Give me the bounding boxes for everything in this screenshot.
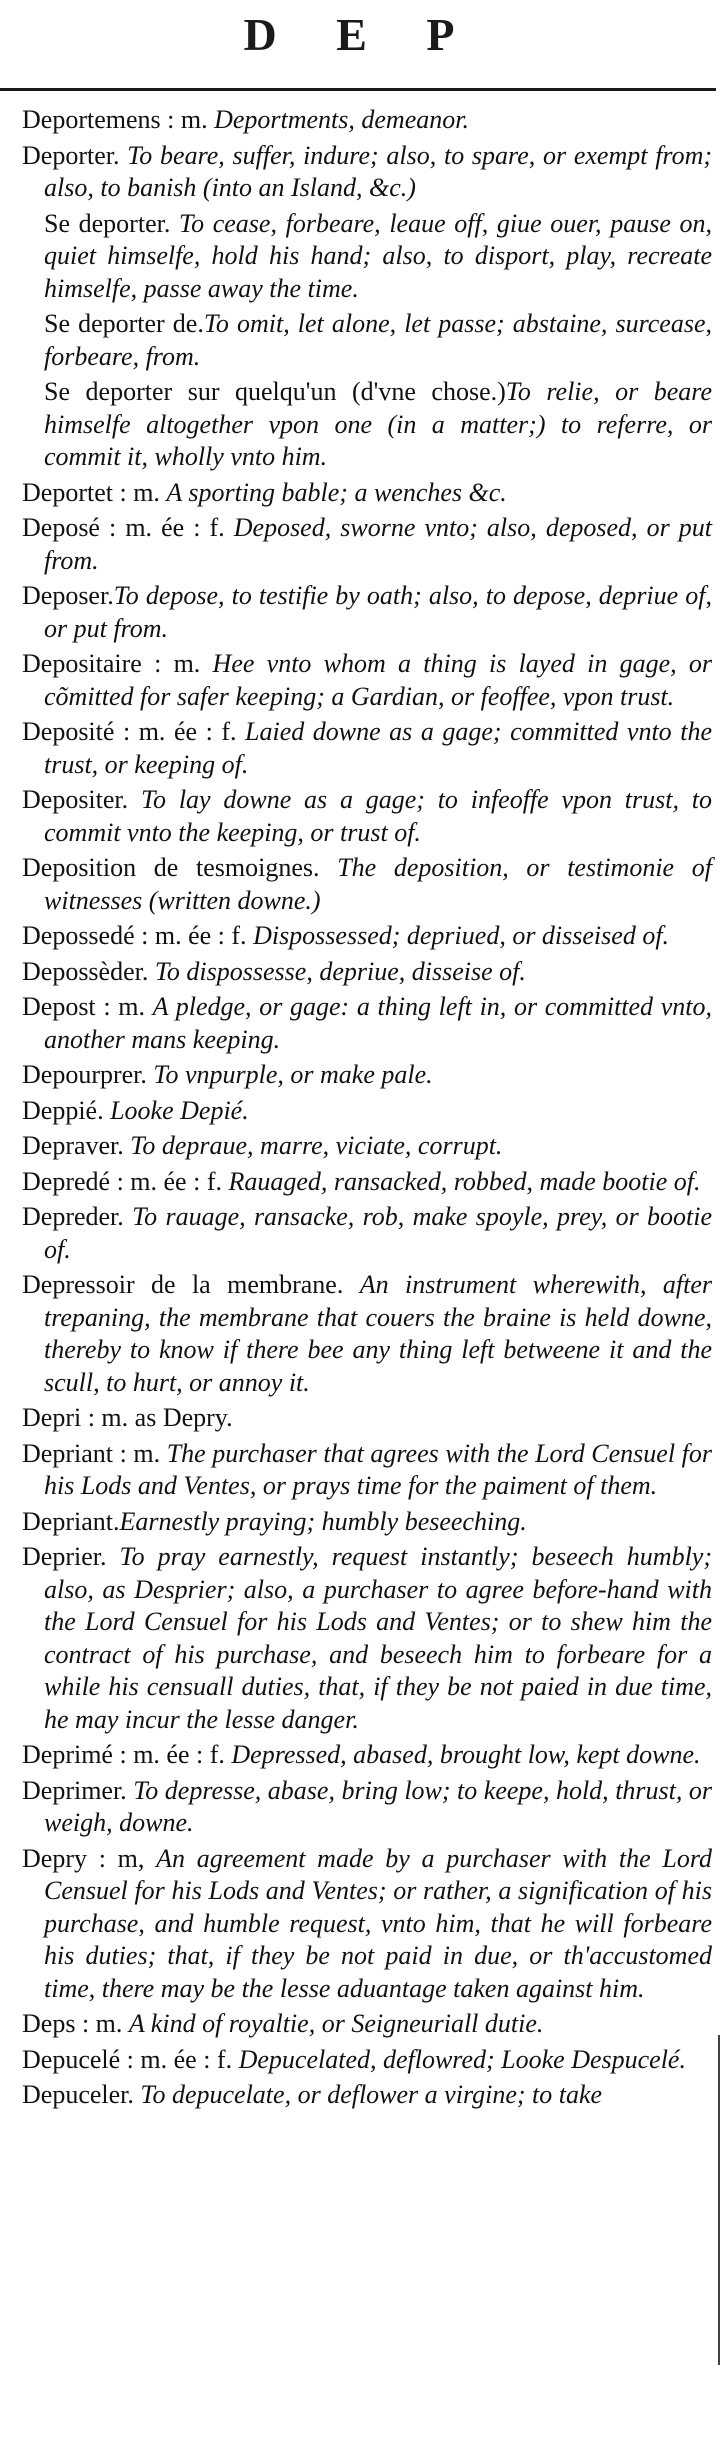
- entry-headword: Depry: [22, 1843, 87, 1873]
- entry-definition: A kind of royaltie, or Seigneuriall dutie.: [128, 2009, 544, 2038]
- entry-grammar: [343, 1270, 359, 1299]
- entry-headword: Deportemens: [22, 105, 161, 134]
- entry-definition: A pledge, or gage: a thing left in, or committed vnto, another mans keeping.: [44, 992, 712, 1054]
- dictionary-entry: [22, 1739, 712, 1772]
- entry-definition: Rauaged, ransacked, robbed, made bootie of.: [228, 1166, 701, 1196]
- entry-definition: Dispossessed; depriued, or disseised of.: [253, 921, 670, 950]
- entry-headword: Depuceler.: [22, 2080, 134, 2109]
- entry-headword: Deps: [22, 2009, 76, 2038]
- dictionary-entry: [22, 648, 712, 713]
- dictionary-entry: [22, 1095, 712, 1128]
- entry-definition: To pray earnestly, request instantly; beseech humbly; also, as Desprier; also, a purchaser to agree before-hand with the Lord Censuel for his Lods and Ventes; or to shew him the contract of his purchase, and beseech him to forbeare for a while his censuall duties, that, if they be not paied in due time, he may incur the lesse danger.: [44, 1542, 712, 1734]
- entry-definition: To lay downe as a gage; to infeoffe vpon trust, to commit vnto the keeping, or trust of.: [44, 785, 713, 847]
- dictionary-entry: [22, 852, 712, 917]
- entry-headword: Deportet: [22, 477, 113, 507]
- entry-grammar: : m. ée : f.: [120, 2044, 239, 2074]
- entry-definition: Depucelated, deflowred; Looke Despucelé.: [238, 2044, 686, 2074]
- dictionary-entry: [22, 1506, 712, 1539]
- entry-headword: Depriant.: [22, 1506, 120, 1536]
- entry-definition: To cease, forbeare, leaue off, giue ouer, pause on, quiet himselfe, hold his hand; also, to disport, play, recreate himselfe, passe away the time.: [44, 208, 713, 303]
- entry-grammar: : m.: [141, 649, 213, 678]
- entry-headword: Depreder.: [22, 1202, 124, 1231]
- entry-headword: Depucelé: [22, 2044, 121, 2074]
- entry-definition: To beare, suffer, indure; also, to spare, or exempt from; also, to banish (into an Island, &c.): [44, 140, 713, 202]
- dictionary-subentry: [22, 208, 712, 306]
- dictionary-entry: [22, 1402, 712, 1435]
- dictionary-entry: [22, 784, 712, 849]
- dictionary-entry: [22, 1775, 712, 1840]
- dictionary-entry: [22, 2044, 712, 2077]
- entry-definition: Deportments, demeanor.: [214, 105, 469, 134]
- entry-headword: Depositer.: [22, 785, 129, 814]
- dictionary-entry: [22, 1269, 712, 1399]
- entry-headword: Depri: [22, 1403, 82, 1432]
- entry-definition: Laied downe as a gage; committed vnto the trust, or keeping of.: [44, 717, 712, 779]
- header-rule: [0, 88, 716, 91]
- dictionary-entry: [22, 1541, 712, 1736]
- entry-grammar: : m.: [112, 477, 167, 507]
- entry-headword: Depositaire: [22, 649, 142, 678]
- dictionary-subentry: [22, 376, 712, 474]
- entry-definition: To dispossesse, depriue, disseise of.: [154, 956, 526, 986]
- entry-definition: The deposition, or testimonie of witnesses (written downe.): [44, 853, 712, 915]
- entry-headword: Se deporter de.: [44, 309, 204, 338]
- entry-definition: Deposed, sworne vnto; also, deposed, or put from.: [44, 513, 712, 575]
- entry-definition: To depraue, marre, viciate, corrupt.: [130, 1131, 503, 1160]
- dictionary-entry: [22, 104, 712, 137]
- entry-definition: To relie, or beare himselfe altogether vpon one (in a matter;) to referre, or commit it, wholly vnto him.: [44, 377, 712, 471]
- entry-definition: Earnestly praying; humbly beseeching.: [119, 1506, 527, 1536]
- entry-grammar: : m. ée : f.: [99, 513, 234, 542]
- entry-headword: Deporter.: [22, 140, 120, 170]
- entry-grammar: : m.: [75, 2009, 129, 2038]
- entry-grammar: : m,: [86, 1843, 157, 1873]
- entry-grammar: [170, 209, 179, 238]
- entry-definition: To omit, let alone, let passe; abstaine, surcease, forbeare, from.: [44, 309, 712, 371]
- entry-grammar: : m. ée : f.: [112, 1740, 232, 1769]
- entry-headword: Se deporter.: [44, 208, 171, 238]
- entry-headword: Depourprer.: [22, 1060, 147, 1089]
- entry-crossref: Depry.: [162, 1403, 233, 1432]
- entry-headword: Deprimé: [22, 1740, 113, 1769]
- entry-list: [22, 104, 712, 2115]
- dictionary-entry: [22, 991, 712, 1056]
- entry-headword: Deprimer.: [22, 1775, 127, 1805]
- entry-definition: The purchaser that agrees with the Lord Censuel for his Lods and Ventes, or prays time for the paiment of them.: [44, 1438, 712, 1500]
- dictionary-entry: [22, 1166, 712, 1199]
- dictionary-entry: [22, 2008, 712, 2041]
- entry-headword: Deposer.: [22, 581, 114, 610]
- dictionary-entry: [22, 1059, 712, 1092]
- entry-definition: To depose, to testifie by oath; also, to depose, depriue of, or put from.: [44, 581, 712, 643]
- entry-grammar: [106, 1542, 119, 1571]
- dictionary-entry: [22, 477, 712, 510]
- dictionary-entry: [22, 512, 712, 577]
- entry-headword: Depossèder.: [22, 956, 149, 986]
- page-edge-line: [718, 2035, 720, 2365]
- entry-definition: An agreement made by a purchaser with the Lord Censuel for his Lods and Ventes; or rather, a signification of his purchase, and humble request, vnto him, that he will forbeare his duties; that, if they be not paid in due, or th'accustomed time, there may be the lesse aduantage taken against him.: [44, 1843, 712, 2003]
- entry-headword: Depriant: [22, 1438, 113, 1468]
- dictionary-entry: [22, 1843, 712, 2006]
- dictionary-entry: [22, 2079, 712, 2112]
- dictionary-entry: [22, 1201, 712, 1266]
- entry-definition: An instrument wherewith, after trepaning, the membrane that couers the braine is held downe, thereby to know if there bee any thing left betweene it and the scull, to hurt, or annoy it.: [44, 1270, 713, 1397]
- entry-definition: To vnpurple, or make pale.: [153, 1060, 433, 1089]
- page-header-title: D E P: [243, 9, 479, 60]
- entry-grammar: : m.: [112, 1438, 167, 1468]
- entry-headword: Depraver.: [22, 1131, 124, 1160]
- entry-definition: To rauage, ransacke, rob, make spoyle, prey, or bootie of.: [44, 1202, 712, 1264]
- entry-grammar: : m.: [95, 992, 153, 1021]
- entry-grammar: : m. ée : f.: [114, 717, 246, 746]
- entry-grammar: [124, 1202, 132, 1231]
- dictionary-entry: [22, 920, 712, 953]
- entry-definition: To depucelate, or deflower a virgine; to take: [140, 2080, 603, 2109]
- entry-headword: Deposité: [22, 717, 115, 746]
- dictionary-entry: [22, 580, 712, 645]
- entry-headword: Deppié.: [22, 1095, 104, 1125]
- entry-headword: Deposé: [22, 513, 100, 542]
- dictionary-entry: [22, 1438, 712, 1503]
- entry-headword: Depressoir de la membrane.: [22, 1270, 344, 1299]
- entry-headword: Deprier.: [22, 1542, 107, 1571]
- entry-headword: Depost: [22, 992, 96, 1021]
- dictionary-entry: [22, 140, 712, 205]
- entry-definition: Looke Depié.: [110, 1095, 249, 1125]
- dictionary-subentry: [22, 308, 712, 373]
- entry-grammar: : m. as: [81, 1403, 163, 1432]
- entry-grammar: : m. ée : f.: [134, 921, 254, 950]
- entry-definition: Depressed, abased, brought low, kept downe.: [231, 1740, 701, 1769]
- entry-definition: A sporting bable; a wenches &c.: [166, 477, 507, 507]
- entry-headword: Se deporter sur quelqu'un (d'vne chose.): [44, 377, 506, 406]
- entry-grammar: [128, 785, 141, 814]
- entry-definition: To depresse, abase, bring low; to keepe, hold, thrust, or weigh, downe.: [44, 1775, 713, 1837]
- entry-grammar: : m. ée : f.: [110, 1166, 229, 1196]
- dictionary-entry: [22, 716, 712, 781]
- entry-grammar: : m.: [160, 105, 215, 134]
- entry-headword: Depredé: [22, 1166, 111, 1196]
- dictionary-entry: [22, 956, 712, 989]
- dictionary-entry: [22, 1130, 712, 1163]
- entry-definition: Hee vnto whom a thing is layed in gage, or cõmitted for safer keeping; a Gardian, or feoffee, vpon trust.: [44, 649, 712, 711]
- entry-grammar: [320, 853, 338, 882]
- entry-headword: Depossedé: [22, 921, 135, 950]
- entry-headword: Deposition de tesmoignes.: [22, 853, 320, 882]
